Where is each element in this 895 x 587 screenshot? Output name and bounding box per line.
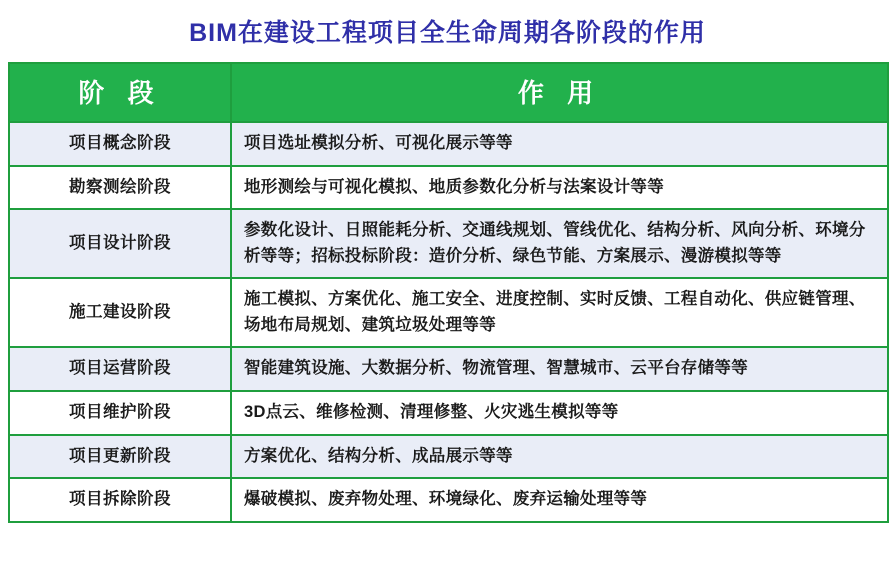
cell-stage: 项目拆除阶段 bbox=[9, 478, 231, 522]
cell-role: 方案优化、结构分析、成品展示等等 bbox=[231, 435, 888, 479]
cell-role: 施工模拟、方案优化、施工安全、进度控制、实时反馈、工程自动化、供应链管理、场地布局规划、建筑垃圾处理等等 bbox=[231, 278, 888, 347]
table-row bbox=[9, 209, 888, 278]
column-header-role: 作 用 bbox=[231, 63, 888, 122]
cell-stage: 项目维护阶段 bbox=[9, 391, 231, 435]
table-body bbox=[9, 122, 888, 522]
table-row bbox=[9, 122, 888, 166]
table-row bbox=[9, 166, 888, 210]
table-row bbox=[9, 278, 888, 347]
cell-role: 地形测绘与可视化模拟、地质参数化分析与法案设计等等 bbox=[231, 166, 888, 210]
cell-role: 3D点云、维修检测、清理修整、火灾逃生模拟等等 bbox=[231, 391, 888, 435]
cell-role: 参数化设计、日照能耗分析、交通线规划、管线优化、结构分析、风向分析、环境分析等等；招标投标阶段：造价分析、绿色节能、方案展示、漫游模拟等等 bbox=[231, 209, 888, 278]
cell-role: 项目选址模拟分析、可视化展示等等 bbox=[231, 122, 888, 166]
column-header-stage: 阶 段 bbox=[9, 63, 231, 122]
table-container bbox=[8, 62, 887, 523]
cell-stage: 项目更新阶段 bbox=[9, 435, 231, 479]
table-row bbox=[9, 435, 888, 479]
cell-stage: 项目概念阶段 bbox=[9, 122, 231, 166]
header-row bbox=[9, 63, 888, 122]
cell-stage: 项目设计阶段 bbox=[9, 209, 231, 278]
cell-stage: 施工建设阶段 bbox=[9, 278, 231, 347]
table-row bbox=[9, 347, 888, 391]
cell-stage: 勘察测绘阶段 bbox=[9, 166, 231, 210]
bim-lifecycle-table bbox=[8, 62, 889, 523]
table-header bbox=[9, 63, 888, 122]
page-title: BIM在建设工程项目全生命周期各阶段的作用 bbox=[189, 19, 706, 47]
cell-role: 智能建筑设施、大数据分析、物流管理、智慧城市、云平台存储等等 bbox=[231, 347, 888, 391]
table-row bbox=[9, 478, 888, 522]
cell-role: 爆破模拟、废弃物处理、环境绿化、废弃运输处理等等 bbox=[231, 478, 888, 522]
table-row bbox=[9, 391, 888, 435]
cell-stage: 项目运营阶段 bbox=[9, 347, 231, 391]
